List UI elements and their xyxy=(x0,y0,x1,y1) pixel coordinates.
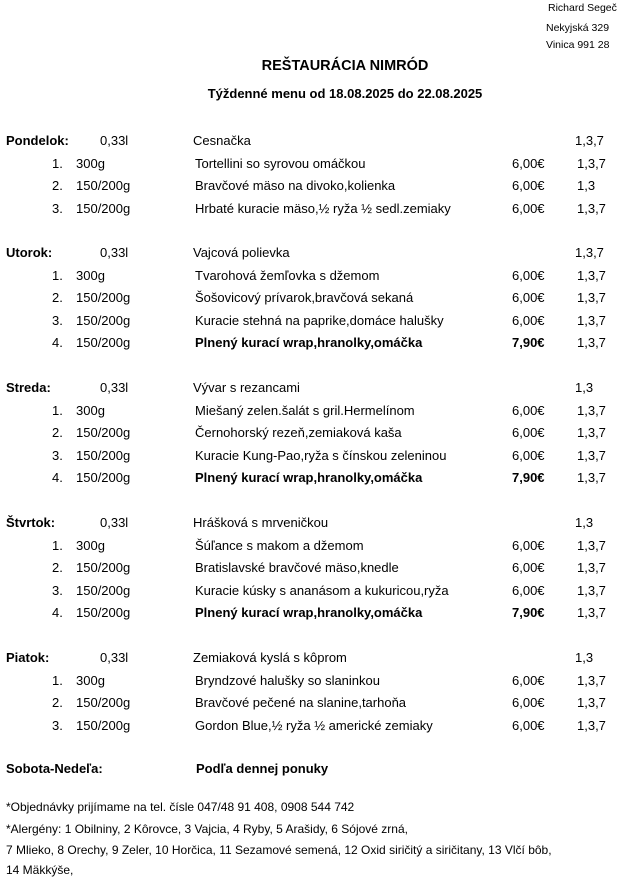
dish-allergens: 1,3,7 xyxy=(577,425,606,440)
dish-number: 2. xyxy=(52,695,63,710)
dish-allergens: 1,3,7 xyxy=(577,335,606,350)
soup-volume: 0,33l xyxy=(100,133,129,148)
dish-allergens: 1,3,7 xyxy=(577,695,606,710)
dish-weight: 300g xyxy=(76,537,105,553)
day-label: Utorok: xyxy=(6,245,53,260)
dish-allergens: 1,3,7 xyxy=(577,672,606,688)
dish-name: Černohorský rezeň,zemiaková kaša xyxy=(195,425,402,440)
soup-volume: 0,33l xyxy=(100,515,129,530)
dish-name: Bravčové pečené na slanine,tarhoňa xyxy=(195,695,407,710)
dish-number: 3. xyxy=(52,447,63,463)
dish-price: 7,90€ xyxy=(512,605,545,620)
dish-number: 2. xyxy=(52,425,63,440)
dish-number: 3. xyxy=(52,717,63,733)
soup-allergens: 1,3 xyxy=(575,380,594,395)
allergens-legend-line-2: 7 Mlieko, 8 Orechy, 9 Zeler, 10 Horčica, 11 Sezamové semená, 12 Oxid siričitý a siričitany, 13 Vlčí bôb, xyxy=(6,843,552,857)
dish-weight: 150/200g xyxy=(76,178,131,193)
address-line-city: Vinica 991 28 xyxy=(546,39,610,51)
dish-name: Kuracie stehná na paprike,domáce halušky xyxy=(195,312,444,328)
dish-number: 1. xyxy=(52,402,63,418)
dish-number: 1. xyxy=(52,537,63,553)
dish-name: Kuracie Kung-Pao,ryža s čínskou zeleninou xyxy=(195,447,447,463)
dish-number: 4. xyxy=(52,605,63,620)
dish-number: 4. xyxy=(52,470,63,485)
dish-allergens: 1,3,7 xyxy=(577,582,606,598)
dish-weight: 300g xyxy=(76,402,105,418)
dish-number: 2. xyxy=(52,560,63,575)
dish-name: Bryndzové halušky so slaninkou xyxy=(195,672,380,688)
soup-allergens: 1,3,7 xyxy=(575,133,604,148)
dish-allergens: 1,3,7 xyxy=(577,605,606,620)
dish-price: 6,00€ xyxy=(512,425,545,440)
dish-name: Hrbaté kuracie mäso,½ ryža ½ sedl.zemiaky xyxy=(195,200,451,216)
dish-allergens: 1,3,7 xyxy=(577,537,606,553)
dish-name: Bratislavské bravčové mäso,knedle xyxy=(195,560,399,575)
dish-price: 6,00€ xyxy=(512,695,545,710)
dish-allergens: 1,3,7 xyxy=(577,717,606,733)
dish-number: 3. xyxy=(52,582,63,598)
dish-name: Šúľance s makom a džemom xyxy=(195,537,364,553)
dish-weight: 150/200g xyxy=(76,582,131,598)
dish-price: 6,00€ xyxy=(512,155,545,171)
weekend-note: Podľa dennej ponuky xyxy=(196,761,329,776)
dish-weight: 150/200g xyxy=(76,605,131,620)
day-label: Štvrtok: xyxy=(6,515,56,530)
soup-name: Cesnačka xyxy=(193,133,251,148)
dish-allergens: 1,3,7 xyxy=(577,402,606,418)
dish-name: Kuracie kúsky s ananásom a kukuricou,ryža xyxy=(195,582,449,598)
address-line-name: Richard Segeč xyxy=(548,2,617,14)
dish-allergens: 1,3,7 xyxy=(577,470,606,485)
dish-weight: 150/200g xyxy=(76,290,131,305)
address-line-street: Nekyjská 329 xyxy=(546,22,610,34)
dish-name: Plnený kurací wrap,hranolky,omáčka xyxy=(195,605,423,620)
day-label: Pondelok: xyxy=(6,133,69,148)
dish-weight: 300g xyxy=(76,267,105,283)
dish-allergens: 1,3,7 xyxy=(577,447,606,463)
dish-weight: 150/200g xyxy=(76,470,131,485)
dish-name: Šošovicový prívarok,bravčová sekaná xyxy=(195,290,414,305)
dish-price: 6,00€ xyxy=(512,717,545,733)
dish-number: 4. xyxy=(52,335,63,350)
dish-price: 6,00€ xyxy=(512,312,545,328)
dish-name: Plnený kurací wrap,hranolky,omáčka xyxy=(195,335,423,350)
soup-volume: 0,33l xyxy=(100,650,129,665)
weekend-label: Sobota-Nedeľa: xyxy=(6,761,103,776)
dish-price: 6,00€ xyxy=(512,178,545,193)
dish-number: 1. xyxy=(52,155,63,171)
dish-allergens: 1,3,7 xyxy=(577,312,606,328)
dish-number: 3. xyxy=(52,312,63,328)
restaurant-title: REŠTAURÁCIA NIMRÓD xyxy=(261,58,429,74)
day-label: Streda: xyxy=(6,380,51,395)
allergens-legend-line-1: *Alergény: 1 Obilniny, 2 Kôrovce, 3 Vajcia, 4 Ryby, 5 Arašidy, 6 Sójové zrná, xyxy=(6,822,408,836)
dish-weight: 300g xyxy=(76,672,105,688)
soup-name: Zemiaková kyslá s kôprom xyxy=(193,650,347,665)
dish-weight: 150/200g xyxy=(76,425,131,440)
soup-allergens: 1,3,7 xyxy=(575,245,604,260)
dish-weight: 150/200g xyxy=(76,560,131,575)
dish-name: Bravčové mäso na divoko,kolienka xyxy=(195,178,396,193)
dish-price: 6,00€ xyxy=(512,267,545,283)
day-label: Piatok: xyxy=(6,650,50,665)
dish-price: 6,00€ xyxy=(512,537,545,553)
dish-allergens: 1,3 xyxy=(577,178,596,193)
dish-name: Tvarohová žemľovka s džemom xyxy=(195,267,380,283)
soup-volume: 0,33l xyxy=(100,380,129,395)
dish-weight: 150/200g xyxy=(76,717,131,733)
dish-number: 2. xyxy=(52,290,63,305)
dish-price: 6,00€ xyxy=(512,447,545,463)
soup-name: Vajcová polievka xyxy=(193,245,290,260)
soup-name: Vývar s rezancami xyxy=(193,380,300,395)
dish-allergens: 1,3,7 xyxy=(577,155,606,171)
dish-allergens: 1,3,7 xyxy=(577,267,606,283)
dish-price: 6,00€ xyxy=(512,560,545,575)
menu-date-range: Týždenné menu od 18.08.2025 do 22.08.2025 xyxy=(207,86,483,101)
dish-weight: 150/200g xyxy=(76,695,131,710)
dish-allergens: 1,3,7 xyxy=(577,200,606,216)
dish-weight: 150/200g xyxy=(76,312,131,328)
dish-price: 6,00€ xyxy=(512,582,545,598)
dish-name: Plnený kurací wrap,hranolky,omáčka xyxy=(195,470,423,485)
dish-weight: 150/200g xyxy=(76,335,131,350)
dish-allergens: 1,3,7 xyxy=(577,290,606,305)
dish-price: 7,90€ xyxy=(512,470,545,485)
dish-number: 3. xyxy=(52,200,63,216)
dish-price: 7,90€ xyxy=(512,335,545,350)
dish-name: Gordon Blue,½ ryža ½ americké zemiaky xyxy=(195,717,433,733)
allergens-legend-line-3: 14 Mäkkýše, xyxy=(6,863,74,877)
dish-weight: 150/200g xyxy=(76,447,131,463)
dish-weight: 300g xyxy=(76,155,105,171)
dish-number: 1. xyxy=(52,672,63,688)
orders-note: *Objednávky prijímame na tel. čísle 047/48 91 408, 0908 544 742 xyxy=(6,800,355,814)
dish-number: 1. xyxy=(52,267,63,283)
soup-volume: 0,33l xyxy=(100,245,129,260)
dish-price: 6,00€ xyxy=(512,672,545,688)
dish-name: Tortellini so syrovou omáčkou xyxy=(195,155,366,171)
soup-allergens: 1,3 xyxy=(575,650,594,665)
dish-price: 6,00€ xyxy=(512,200,545,216)
dish-number: 2. xyxy=(52,178,63,193)
dish-price: 6,00€ xyxy=(512,290,545,305)
soup-name: Hrášková s mrveničkou xyxy=(193,515,329,530)
dish-price: 6,00€ xyxy=(512,402,545,418)
soup-allergens: 1,3 xyxy=(575,515,594,530)
dish-weight: 150/200g xyxy=(76,200,131,216)
dish-name: Miešaný zelen.šalát s gril.Hermelínom xyxy=(195,402,415,418)
dish-allergens: 1,3,7 xyxy=(577,560,606,575)
